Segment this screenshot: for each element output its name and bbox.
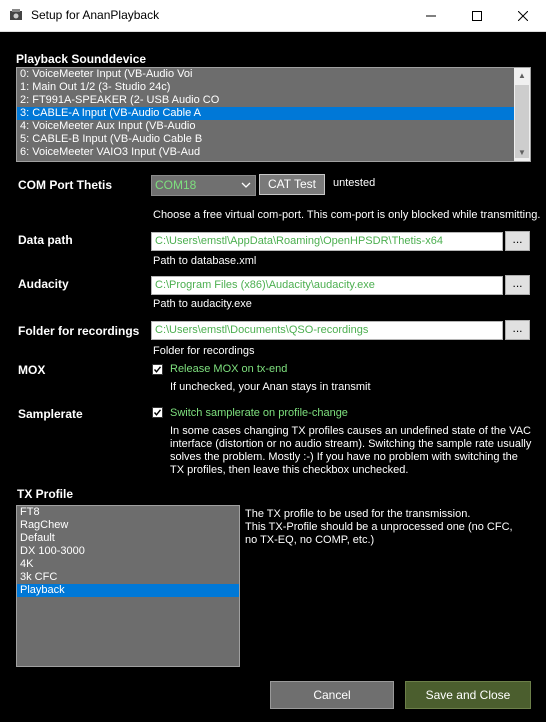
list-item[interactable]: Default [20, 532, 55, 544]
data-path-browse-button[interactable]: ... [505, 231, 530, 251]
list-item[interactable]: 3k CFC [20, 571, 58, 583]
samplerate-hint [170, 425, 540, 477]
com-port-hint: Choose a free virtual com-port. This com-port is only blocked while transmitting. [153, 209, 541, 221]
close-button[interactable] [500, 0, 546, 31]
samplerate-checkbox[interactable] [152, 407, 163, 418]
tx-profile-description-line: This TX-Profile should be a unprocessed one (no CFC, [245, 521, 513, 533]
recordings-path-input[interactable]: C:\Users\emstl\Documents\QSO-recordings [151, 321, 503, 340]
samplerate-hint-line: interface (distortion or no audio stream). Switching the sample rate usually [170, 438, 532, 450]
chevron-down-icon [241, 180, 251, 190]
mox-hint: If unchecked, your Anan stays in transmit [170, 381, 371, 393]
list-item[interactable]: DX 100-3000 [20, 545, 85, 557]
close-icon [518, 11, 528, 21]
app-icon [9, 8, 23, 22]
com-port-label: COM Port Thetis [18, 178, 113, 192]
data-path-hint: Path to database.xml [153, 255, 257, 267]
com-port-value: COM18 [155, 178, 197, 192]
recordings-label: Folder for recordings [18, 324, 140, 338]
maximize-button[interactable] [454, 0, 500, 31]
audacity-browse-button[interactable]: ... [505, 275, 530, 295]
window-title: Setup for AnanPlayback [31, 8, 160, 22]
list-item[interactable]: 6: VoiceMeeter VAIO3 Input (VB-Aud [20, 146, 201, 158]
samplerate-hint-line: solves the problem. Mostly :-) If you have no problem with switching the [170, 451, 518, 463]
cancel-button[interactable]: Cancel [270, 681, 394, 709]
list-item[interactable]: 0: VoiceMeeter Input (VB-Audio Voi [20, 68, 193, 80]
list-item[interactable]: 4: VoiceMeeter Aux Input (VB-Audio [20, 120, 196, 132]
minimize-button[interactable] [408, 0, 454, 31]
audacity-label: Audacity [18, 277, 69, 291]
tx-profile-list[interactable] [16, 505, 240, 667]
cat-test-button[interactable]: CAT Test [259, 174, 325, 195]
list-item[interactable]: RagChew [20, 519, 69, 531]
checkmark-icon [153, 408, 162, 417]
tx-profile-description [245, 508, 535, 547]
data-path-input[interactable]: C:\Users\emstl\AppData\Roaming\OpenHPSDR\Thetis-x64 [151, 232, 503, 251]
mox-checkbox[interactable] [152, 364, 163, 375]
data-path-label: Data path [18, 233, 73, 247]
cat-test-status: untested [333, 177, 376, 189]
audacity-hint: Path to audacity.exe [153, 298, 252, 310]
checkmark-icon [153, 365, 162, 374]
list-item-selected[interactable]: Playback [17, 584, 239, 597]
scroll-down-icon[interactable]: ▼ [518, 148, 526, 157]
audacity-path-input[interactable]: C:\Program Files (x86)\Audacity\audacity.exe [151, 276, 503, 295]
list-scrollbar[interactable] [514, 68, 530, 161]
tx-profile-description-line: no TX-EQ, no COMP, etc.) [245, 534, 375, 546]
samplerate-label: Samplerate [18, 407, 83, 421]
sounddevice-list[interactable] [16, 67, 531, 162]
list-item[interactable]: FT8 [20, 506, 40, 518]
samplerate-hint-line: In some cases changing TX profiles causes an undefined state of the VAC [170, 425, 531, 437]
samplerate-hint-line: TX profiles, then leave this checkbox unchecked. [170, 464, 409, 476]
mox-checkbox-label[interactable]: Release MOX on tx-end [170, 363, 288, 375]
playback-sounddevice-label: Playback Sounddevice [16, 52, 147, 66]
list-item[interactable]: 2: FT991A-SPEAKER (2- USB Audio CO [20, 94, 220, 106]
title-bar [0, 0, 546, 32]
scroll-up-icon[interactable]: ▲ [518, 71, 526, 80]
save-and-close-button[interactable]: Save and Close [405, 681, 531, 709]
recordings-browse-button[interactable]: ... [505, 320, 530, 340]
recordings-hint: Folder for recordings [153, 345, 255, 357]
list-item[interactable]: 4K [20, 558, 34, 570]
tx-profile-label: TX Profile [17, 487, 74, 501]
com-port-select[interactable] [151, 175, 256, 196]
maximize-icon [472, 11, 482, 21]
samplerate-checkbox-label[interactable]: Switch samplerate on profile-change [170, 407, 348, 419]
list-item[interactable]: 5: CABLE-B Input (VB-Audio Cable B [20, 133, 203, 145]
mox-label: MOX [18, 363, 46, 377]
tx-profile-description-line: The TX profile to be used for the transmission. [245, 508, 471, 520]
list-item[interactable]: 1: Main Out 1/2 (3- Studio 24c) [20, 81, 171, 93]
list-item-selected[interactable]: 3: CABLE-A Input (VB-Audio Cable A [17, 107, 530, 120]
minimize-icon [426, 11, 436, 21]
